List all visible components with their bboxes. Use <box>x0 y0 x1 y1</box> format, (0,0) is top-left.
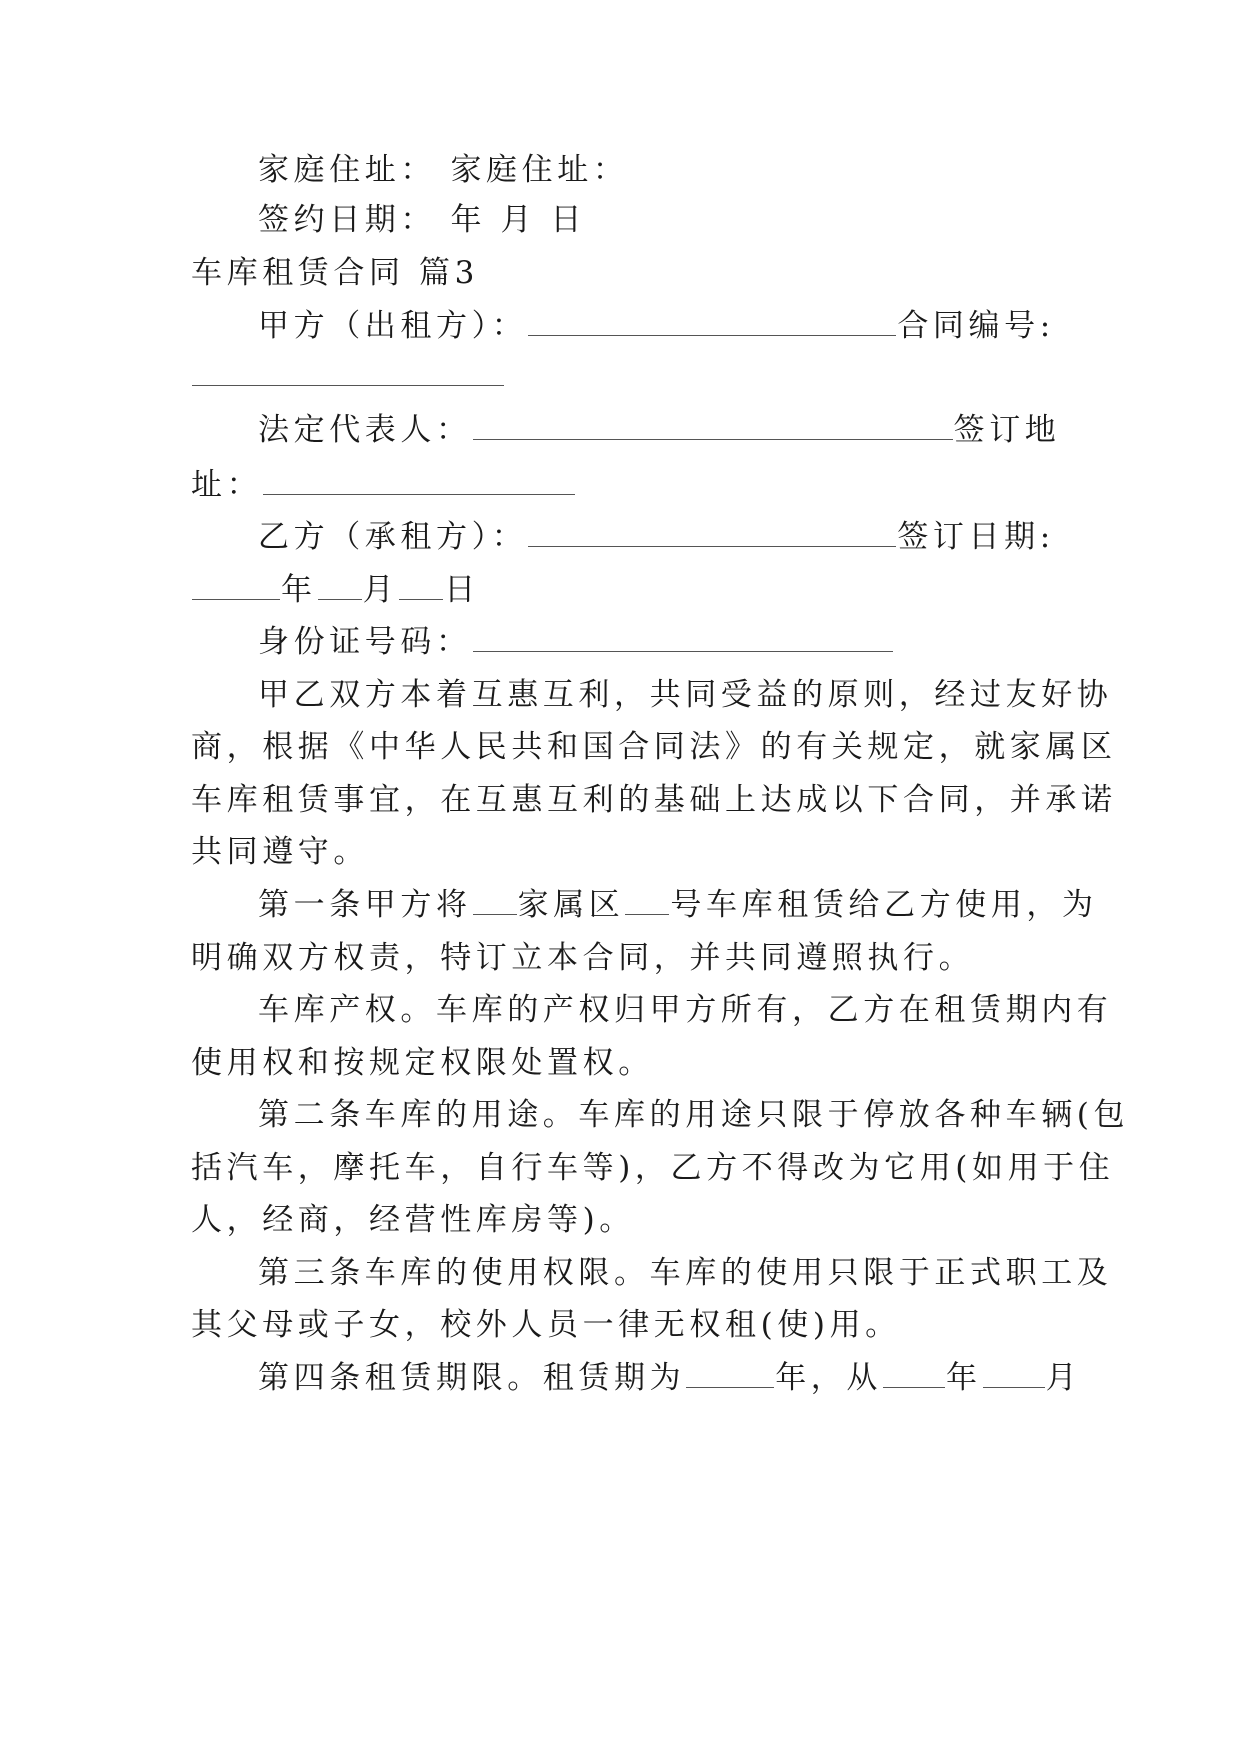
contract-no-blank <box>192 357 504 386</box>
party-b-label: 乙方（承租方）： <box>258 519 528 555</box>
intro-line-2: 商，根据《中华人民共和国合同法》的有关规定，就家属区 <box>191 729 1117 765</box>
article-1-line-1 <box>258 885 1098 925</box>
article-2-line-1: 第二条车库的用途。车库的用途只限于停放各种车辆(包 <box>258 1097 1130 1133</box>
sign-day-label: 日 <box>444 572 480 608</box>
article-1-line-2: 明确双方权责，特订立本合同，并共同遵照执行。 <box>191 940 975 976</box>
id-number-line <box>258 622 1051 662</box>
sign-year-label: 年 <box>281 572 317 608</box>
article-2-line-2: 括汽车，摩托车，自行车等)，乙方不得改为它用(如用于住 <box>191 1150 1115 1186</box>
article-4-blank-month <box>983 1359 1045 1388</box>
sign-date-line: 签约日期： 年 月 日 <box>258 202 587 238</box>
sign-month-label: 月 <box>362 572 399 608</box>
article-2-line-3: 人，经商，经营性库房等)。 <box>191 1202 635 1238</box>
sign-date-label: 签订日期: <box>897 519 1055 555</box>
sign-place-blank <box>263 466 575 495</box>
article-4-blank-years <box>686 1359 774 1388</box>
article-1-text-b: 家属区 <box>517 887 625 923</box>
legal-rep-label: 法定代表人： <box>258 412 472 448</box>
ownership-line-1: 车库产权。车库的产权归甲方所有，乙方在租赁期内有 <box>258 992 1113 1028</box>
sign-year-blank <box>192 571 280 600</box>
party-b-blank <box>528 518 896 547</box>
home-address-line: 家庭住址： 家庭住址： <box>258 152 629 188</box>
section-title: 车库租赁合同 篇3 <box>191 255 479 291</box>
party-b-line <box>258 517 1055 557</box>
intro-line-4: 共同遵守。 <box>191 834 369 870</box>
article-1-blank-1 <box>473 886 517 915</box>
ownership-line-2: 使用权和按规定权限处置权。 <box>191 1045 654 1081</box>
article-1-text-a: 第一条甲方将 <box>258 887 472 923</box>
sign-place-label-a: 签订地 <box>953 412 1061 448</box>
sign-month-blank <box>318 571 362 600</box>
article-1-text-c: 号车库租赁给乙方使用，为 <box>670 887 1098 923</box>
article-4-text-c: 年 <box>946 1360 982 1396</box>
article-4-line-1 <box>258 1358 1082 1398</box>
sign-place-label-b: 址： <box>191 467 263 503</box>
contract-no-blank-line <box>191 356 1051 396</box>
sign-day-blank <box>399 571 443 600</box>
intro-line-1: 甲乙双方本着互惠互利，共同受益的原则，经过友好协 <box>258 677 1113 713</box>
article-4-text-b: 年，从 <box>775 1360 883 1396</box>
intro-line-3: 车库租赁事宜，在互惠互利的基础上达成以下合同，并承诺 <box>191 782 1117 818</box>
article-4-blank-year <box>883 1359 945 1388</box>
legal-rep-line <box>258 410 1061 450</box>
id-number-label: 身份证号码： <box>258 624 472 660</box>
article-4-text-a: 第四条租赁期限。租赁期为 <box>258 1360 686 1396</box>
sign-date-blanks-line <box>191 570 1051 610</box>
legal-rep-blank <box>473 411 953 440</box>
article-1-blank-2 <box>625 886 669 915</box>
article-3-line-2: 其父母或子女，校外人员一律无权租(使)用。 <box>191 1307 901 1343</box>
contract-no-label: 合同编号: <box>897 308 1055 344</box>
party-a-label: 甲方（出租方）： <box>258 308 528 344</box>
article-4-text-d: 月 <box>1045 1360 1082 1396</box>
party-a-line <box>258 306 1055 346</box>
id-number-blank <box>473 623 893 652</box>
sign-place-line <box>191 465 1051 505</box>
party-a-blank <box>528 307 896 336</box>
article-3-line-1: 第三条车库的使用权限。车库的使用只限于正式职工及 <box>258 1255 1113 1291</box>
